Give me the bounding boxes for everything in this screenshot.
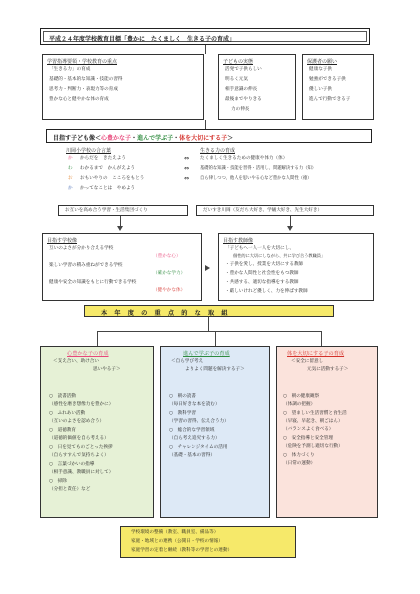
col-heart-item: ○ 掃除 [49, 479, 67, 484]
col-learn-item: ○ 朝の読書 [169, 394, 196, 399]
school-image-note: （確かな学力） [153, 271, 186, 276]
col-learn-note: （毎日好きな本を読む） [169, 402, 220, 407]
motto-kana: わ [68, 166, 73, 171]
support-right-box [196, 205, 374, 216]
col-heart-sub: 思いやる子＞ [93, 367, 121, 372]
child-state-item: 相手意識の伸長 [225, 87, 258, 92]
col-body-note: （早寝、早起き、朝ごはん） [283, 419, 343, 424]
slogan-body: 体を大切にする子 [179, 135, 228, 142]
col-body-item: ○ 望ましい生活習慣と食生活 [283, 411, 347, 416]
col-heart-note: （分担と責任）など [49, 487, 91, 492]
teacher-image-item: 「子どもへ一人一人を大切にし、 [225, 246, 294, 251]
arrow-down-icon [117, 226, 123, 231]
school-image-box [42, 233, 202, 301]
parent-wish-box [302, 54, 374, 120]
col-body-note: （バランスよく食べる） [283, 427, 334, 432]
motto-kana: か [68, 186, 73, 191]
connector [97, 331, 98, 346]
guideline-item: 思考力・判断力・表現力等の育成 [49, 87, 118, 92]
col-learn-item: ○ チャレンジタイムの活用 [169, 445, 228, 450]
support-left: お互いを高め合う学習・生活集団づくり [65, 208, 148, 213]
efforts-banner-label: 本 年 度 の 重 点 的 な 取 組 [101, 310, 229, 317]
col-body-note: （日常の運動） [283, 461, 316, 466]
connector [321, 331, 322, 346]
school-image-item: 健康や安全の知識をもとに行動できる学校 [49, 280, 137, 285]
motto-text: わかるまで かんがえよう [80, 166, 136, 171]
school-image-note: （健やかな体） [153, 288, 186, 293]
school-image-note: （豊かな心） [153, 254, 181, 259]
col-learn-note: （基礎・基本の習得） [169, 453, 215, 458]
col-body-note: （体調の把握） [283, 402, 316, 407]
col-learn-box [160, 346, 270, 518]
col-heart-note: （自らすすんで気持ちよく） [49, 453, 109, 458]
col-heart-note: （感性を磨き想像力を豊かに） [49, 402, 114, 407]
connector [208, 317, 209, 331]
col-body-box [276, 346, 378, 518]
guideline-item: 豊かな心と健やかな体の育成 [49, 97, 109, 102]
col-heart-item: ○ 言葉づかいの指導 [49, 462, 95, 467]
guidelines-box [42, 54, 204, 120]
col-heart-note: （互いのよさを認め合う） [49, 419, 105, 424]
col-heart-note: （道徳的価値を自ら考える） [49, 436, 109, 441]
connector [97, 331, 321, 332]
parent-wish-item: 進んで行動できる子 [309, 97, 351, 102]
col-body-sub: ＜安全に留意し [291, 359, 324, 364]
arrow-icon: ⇔ [184, 175, 190, 182]
guidelines-heading: 学習指導要領・学校教育の重点 [47, 59, 118, 65]
col-body-sub: 元気に活動する子＞ [307, 367, 349, 372]
arrow-down-icon [287, 226, 293, 231]
school-image-item: 互いのよさが分かり合える学校 [49, 246, 114, 251]
col-learn-sub: ＜自ら学び考え [171, 359, 204, 364]
col-heart-sub: ＜支え合い、助け合い [53, 359, 99, 364]
motto-text: からだを きたえよう [80, 156, 126, 161]
support-left-box [58, 205, 188, 216]
bottom-line: 学校環境の整備（教室、職員室、備品等） [131, 530, 219, 535]
power-heading: 生きる力の育成 [200, 148, 236, 154]
arrow-right-icon [205, 265, 210, 271]
bottom-box [120, 526, 296, 558]
connector [205, 120, 206, 129]
col-body-item: ○ 安全指導と安全管理 [283, 436, 333, 441]
slogan-sep: ・ [131, 135, 138, 142]
motto-text: かってなことは やめよう [80, 186, 136, 191]
motto-kana: お [68, 176, 73, 181]
col-heart-box [40, 346, 154, 518]
child-state-heading: 子どもの実態 [223, 59, 254, 65]
connector [205, 45, 206, 54]
teacher-image-box [218, 233, 374, 301]
col-learn-sub: よりよく問題を解決する子＞ [185, 367, 245, 372]
child-state-item: 活発で子供らしい [225, 67, 262, 72]
col-heart-item: ○ ふれあい活動 [49, 411, 86, 416]
col-heart-item: ○ 読書活動 [49, 394, 76, 399]
col-body-item: ○ 朝の健康観察 [283, 394, 320, 399]
school-image-item: 楽しい学習の積み重ねができる学校 [49, 263, 123, 268]
efforts-banner [84, 305, 334, 317]
col-learn-item: ○ 総合的な学習領域 [169, 428, 215, 433]
col-learn-note: （自ら考え追究する力） [169, 436, 220, 441]
connector [215, 331, 216, 346]
col-body-item: ○ 体力づくり [283, 453, 315, 458]
slogan-sep: ・ [173, 135, 180, 142]
power-block [196, 147, 376, 199]
bottom-line: 家庭・地域との連携（公開日・学校の情報） [131, 539, 223, 544]
child-state-box [218, 54, 296, 120]
power-item: 基礎的な知識・技能を習得・活用し、問題解決する力（知） [200, 166, 317, 171]
col-heart-item: ○ 道徳教育 [49, 428, 76, 433]
col-heart-note: （相手意識、教職員に対して） [49, 470, 114, 475]
power-item: 自ら律しつつ、他人を思いやる心など豊かな人間性（徳） [200, 176, 312, 181]
parent-wish-item: 優しい子供 [309, 87, 332, 92]
col-learn-heading: 進んで学ぶ子の育成 [183, 351, 230, 357]
parent-wish-item: 勉強ができる子供 [309, 77, 346, 82]
col-body-heading: 体を大切にする子の育成 [287, 351, 345, 357]
child-state-item: 明るく元気 [225, 77, 248, 82]
slogan-learn: 進んで学ぶ子 [137, 135, 174, 142]
teacher-image-item: ・豊かな人間性と社会性をもつ教師 [225, 271, 299, 276]
motto-heading: 川岡小学校の合言葉 [66, 148, 112, 154]
arrow-icon: ⇔ [184, 155, 190, 162]
guideline-item: 基礎的・基本的な知識・技能の習得 [49, 77, 123, 82]
motto-kana: か [68, 156, 73, 161]
page-title: 平成２４年度学校教育目標「豊かに たくましく 生きる子の育成」 [49, 36, 236, 43]
power-item: たくましく生きるための健康や体力（体） [200, 156, 288, 161]
arrow-icon: ⇔ [184, 165, 190, 172]
teacher-image-item: ・子供を愛し、授業を大切にする教師 [225, 262, 304, 267]
title-box [40, 28, 370, 45]
ideal-child-box [46, 129, 372, 143]
teacher-image-item: ・共感する、適切な指導をする教師 [225, 280, 299, 285]
col-heart-heading: 心豊かな子の育成 [67, 351, 109, 357]
motto-block [58, 147, 178, 199]
slogan-close: ＞ [227, 135, 234, 142]
ideal-child-line [53, 133, 233, 142]
school-image-heading: 目指す学校像 [47, 238, 78, 244]
col-heart-item: ○ 日を見てものごとった挨拶 [49, 445, 113, 450]
ideal-child-label: 目指す子ども像 [53, 135, 96, 142]
parent-wish-item: 健康な子供 [309, 67, 332, 72]
support-right: だいすき川岡（友だち大好き、学級大好き、先生大好き） [203, 208, 323, 213]
teacher-image-item: ・厳しいけれど優しく、力を伸ばす教師 [225, 289, 308, 294]
col-body-note: （危険を予測し適切な行動） [283, 444, 343, 449]
teacher-image-heading: 目指す教師像 [223, 238, 254, 244]
col-learn-note: （学習の習得、伝え合う力） [169, 419, 229, 424]
parent-wish-heading: 保護者の願い [307, 59, 338, 65]
child-state-item: 力の伸長 [231, 107, 250, 112]
col-learn-item: ○ 教科学習 [169, 411, 196, 416]
teacher-image-item: 個性的に大切にしながら、共に学び合う教職員」 [233, 253, 326, 258]
bottom-line: 家庭学習の定着と継続（教科等の学習との連動） [131, 548, 233, 553]
motto-text: おもいやりの こころをもとう [80, 176, 145, 181]
guideline-item: 「生きる力」の育成 [49, 67, 91, 72]
slogan-open: ＜ [95, 135, 102, 142]
slogan-heart: 心豊かな子 [101, 135, 132, 142]
child-state-item: 最後までやりきる [225, 97, 262, 102]
